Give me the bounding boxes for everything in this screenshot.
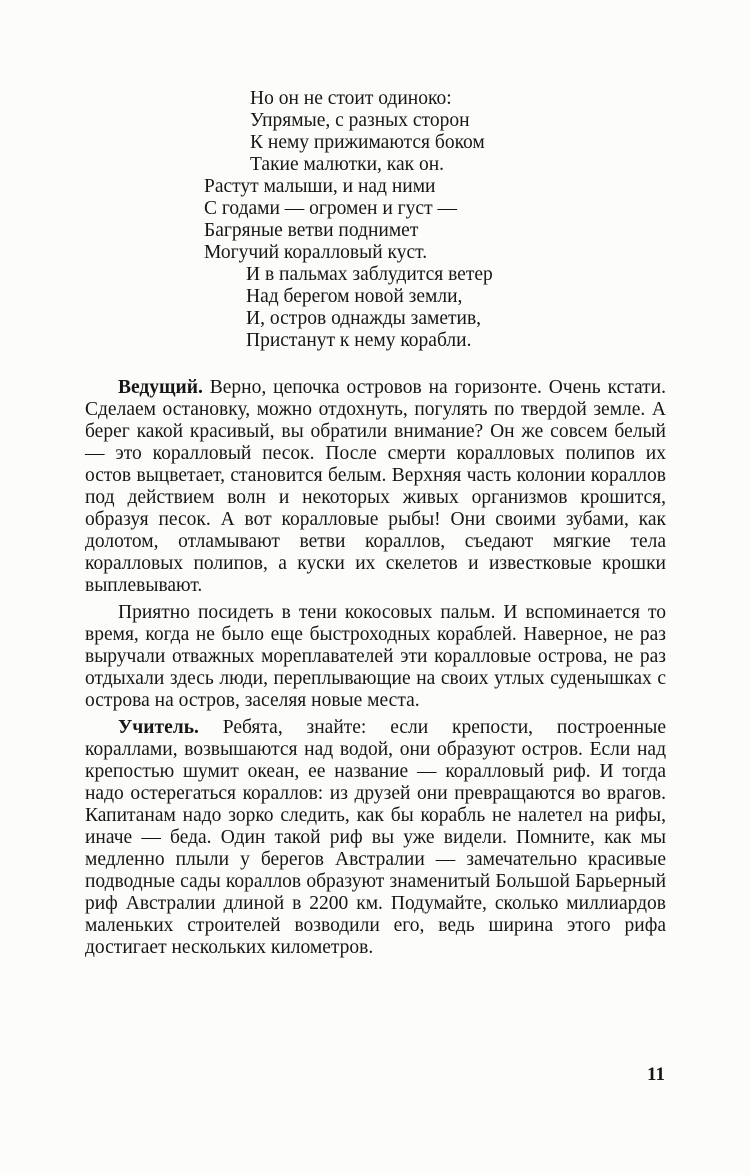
poem-line: Но он не стоит одиноко:: [250, 88, 452, 109]
speaker-label: Ведущий.: [118, 377, 203, 398]
poem-line: Могучий коралловый куст.: [204, 242, 428, 263]
poem-line: К нему прижимаются боком: [250, 132, 485, 153]
paragraph-host: [85, 377, 666, 597]
poem-line: Упрямые, с разных сторон: [250, 110, 470, 131]
poem-line: С годами — огромен и густ —: [204, 198, 457, 219]
page-number: 11: [647, 1064, 665, 1085]
speaker-label: Учитель.: [118, 717, 199, 738]
poem-line: И, остров однажды заметив,: [246, 308, 482, 329]
paragraph-text: Верно, цепочка островов на горизонте. Очень кстати. Сделаем остановку, можно отдохнуть, погулять по твердой земле. А берег какой красивый, вы обратили внимание? Он же совсем белый — это коралловый песок. После смерти коралловых полипов их остов выцветает, становится белым. Верхняя часть колонии кораллов под действием волн и некоторых живых организмов крошится, образуя песок. А вот коралловые рыбы! Они своими зубами, как долотом, отламывают ветви кораллов, съедают мягкие тела коралловых полипов, а куски их скелетов и известковые крошки выплевывают.: [85, 377, 666, 596]
poem-line: Пристанут к нему корабли.: [246, 330, 472, 351]
poem-line: Над берегом новой земли,: [246, 286, 463, 307]
paragraph-text: Ребята, знайте: если крепости, построенные кораллами, возвышаются над водой, они образуют остров. Если над крепостью шумит океан, ее название — коралловый риф. И тогда надо остерегаться кораллов: из друзей они превращаются во врагов. Капитанам надо зорко следить, как бы корабль не налетел на рифы, иначе — беда. Один такой риф вы уже видели. Помните, как мы медленно плыли у берегов Австралии — замечательно красивые подводные сады кораллов образуют знаменитый Большой Барьерный риф Австралии длиной в 2200 км. Подумайте, сколько миллиардов маленьких строителей возводили его, ведь ширина этого рифа достигает нескольких километров.: [85, 717, 666, 958]
paragraph-teacher: [85, 717, 666, 959]
poem-line: И в пальмах заблудится ветер: [246, 264, 493, 285]
poem-line: Такие малютки, как он.: [250, 154, 445, 175]
paragraph-text: Приятно посидеть в тени кокосовых пальм. И вспоминается то время, когда не было еще быстроходных кораблей. Наверное, не раз выручали отважных мореплавателей эти коралловые острова, не раз отдыхали здесь люди, переплывающие на своих утлых суденышках с острова на остров, заселяя новые места.: [85, 602, 666, 711]
body-text: [85, 377, 666, 964]
poem-line: Багряные ветви поднимет: [204, 220, 419, 241]
paragraph-palms: [85, 602, 666, 712]
poem-line: Растут малыши, и над ними: [204, 176, 436, 197]
